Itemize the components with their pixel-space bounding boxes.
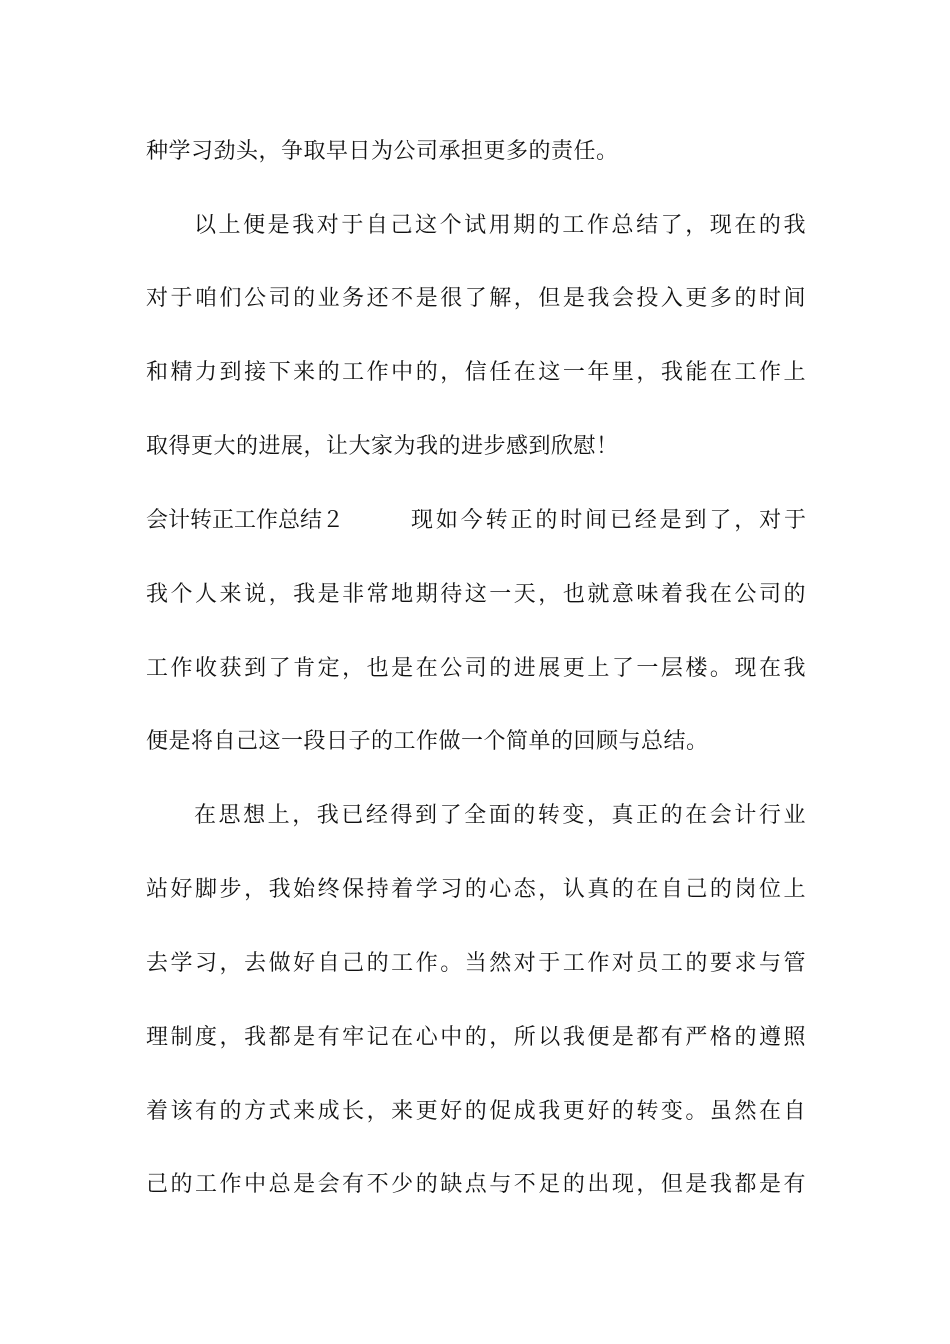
paragraph-line: 站好脚步，我始终保持着学习的心态，认真的在自己的岗位上 <box>146 877 806 902</box>
section-title: 会计转正工作总结２ <box>146 508 345 533</box>
paragraph-line: 己的工作中总是会有不少的缺点与不足的出现，但是我都是有 <box>146 1172 806 1197</box>
paragraph-line: 去学习，去做好自己的工作。当然对于工作对员工的要求与管 <box>146 951 806 976</box>
paragraph-line: 以上便是我对于自己这个试用期的工作总结了，现在的我 <box>194 213 806 238</box>
paragraph-line: 我个人来说，我是非常地期待这一天，也就意味着我在公司的 <box>146 582 806 607</box>
paragraph-line: 工作收获到了肯定，也是在公司的进展更上了一层楼。现在我 <box>146 656 806 681</box>
paragraph-line: 着该有的方式来成长，来更好的促成我更好的转变。虽然在自 <box>146 1099 806 1124</box>
paragraph-line: 在思想上，我已经得到了全面的转变，真正的在会计行业 <box>194 803 806 828</box>
paragraph-line: 对于咱们公司的业务还不是很了解，但是我会投入更多的时间 <box>146 286 806 311</box>
paragraph-line: 现如今转正的时间已经是到了，对于 <box>411 508 806 533</box>
paragraph-line: 理制度，我都是有牢记在心中的，所以我便是都有严格的遵照 <box>146 1025 806 1050</box>
paragraph-line: 和精力到接下来的工作中的，信任在这一年里，我能在工作上 <box>146 360 806 385</box>
paragraph-line: 便是将自己这一段日子的工作做一个简单的回顾与总结。 <box>146 729 709 754</box>
paragraph-line: 取得更大的进展，让大家为我的进步感到欣慰！ <box>146 434 619 459</box>
paragraph-line: 种学习劲头，争取早日为公司承担更多的责任。 <box>146 139 619 164</box>
